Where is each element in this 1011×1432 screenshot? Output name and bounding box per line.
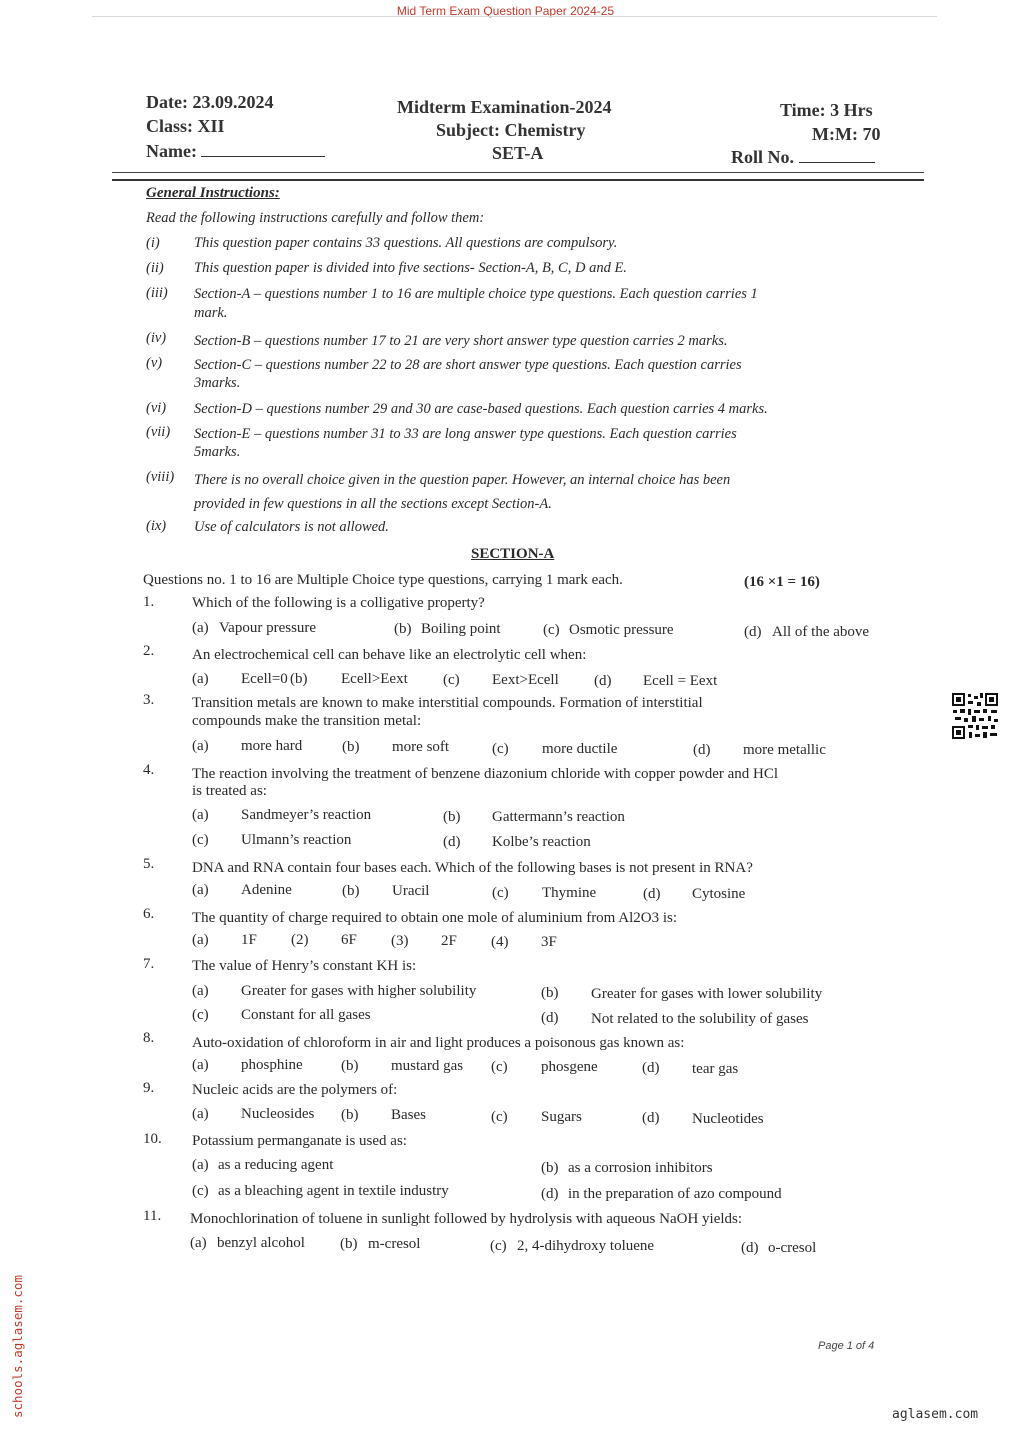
option-text: m-cresol bbox=[368, 1236, 421, 1252]
option-label: (3) bbox=[391, 933, 409, 949]
option-label: (c) bbox=[491, 1109, 508, 1125]
option-label: (a) bbox=[190, 1235, 207, 1251]
option-text: o-cresol bbox=[768, 1240, 817, 1256]
option-text: 6F bbox=[341, 932, 357, 948]
student-name-field bbox=[146, 140, 325, 162]
option-text: benzyl alcohol bbox=[217, 1235, 305, 1251]
question-number: 8. bbox=[143, 1030, 155, 1046]
question-number: 5. bbox=[143, 856, 155, 872]
instruction-text: 3marks. bbox=[194, 375, 241, 391]
option-label: (d) bbox=[643, 886, 661, 902]
page-banner: Mid Term Exam Question Paper 2024-25 bbox=[396, 4, 615, 18]
option-label: (2) bbox=[291, 932, 309, 948]
roll-number-field bbox=[731, 146, 875, 168]
option-label: (d) bbox=[443, 834, 461, 850]
instruction-text: This question paper contains 33 questions. All questions are compulsory. bbox=[194, 235, 618, 251]
option-label: (c) bbox=[443, 672, 460, 688]
option-label: (b) bbox=[342, 739, 360, 755]
instruction-num: (iv) bbox=[146, 330, 167, 346]
option-label: (a) bbox=[192, 882, 209, 898]
option-label: (d) bbox=[642, 1060, 660, 1076]
roll-number-label: Roll No. bbox=[731, 147, 794, 167]
option-text: Adenine bbox=[241, 882, 292, 898]
option-label: (a) bbox=[192, 983, 209, 999]
option-text: Boiling point bbox=[421, 621, 501, 637]
option-label: (c) bbox=[492, 885, 509, 901]
option-label: (d) bbox=[744, 624, 762, 640]
option-label: (d) bbox=[594, 673, 612, 689]
option-text: more hard bbox=[241, 738, 303, 754]
option-label: (c) bbox=[491, 1059, 508, 1075]
instruction-num: (iii) bbox=[146, 285, 168, 301]
section-a-title: SECTION-A bbox=[471, 546, 555, 562]
instruction-text: Section-D – questions number 29 and 30 are case-based questions. Each question carries 4 marks. bbox=[194, 401, 768, 417]
option-text: Osmotic pressure bbox=[569, 622, 674, 638]
left-watermark bbox=[8, 1230, 28, 1420]
option-text: Sandmeyer’s reaction bbox=[241, 807, 372, 823]
option-label: (b) bbox=[341, 1058, 359, 1074]
option-text: Nucleotides bbox=[692, 1111, 764, 1127]
option-label: (b) bbox=[342, 883, 360, 899]
exam-max-marks: M:M: 70 bbox=[812, 124, 881, 144]
exam-date: Date: 23.09.2024 bbox=[146, 92, 274, 112]
question-number: 3. bbox=[143, 692, 155, 708]
question-number: 4. bbox=[143, 762, 155, 778]
instruction-text: mark. bbox=[194, 305, 228, 321]
question-text: compounds make the transition metal: bbox=[192, 713, 422, 729]
option-text: more metallic bbox=[743, 742, 826, 758]
option-label: (b) bbox=[341, 1107, 359, 1123]
question-number: 6. bbox=[143, 906, 155, 922]
option-text: Not related to the solubility of gases bbox=[591, 1011, 809, 1027]
instruction-num: (ix) bbox=[146, 518, 167, 534]
header-rule-thick bbox=[112, 179, 924, 181]
question-text: Transition metals are known to make interstitial compounds. Formation of interstitial bbox=[192, 695, 703, 711]
instructions-intro: Read the following instructions carefully and follow them: bbox=[146, 210, 485, 226]
option-text: as a bleaching agent in textile industry bbox=[218, 1183, 449, 1199]
option-label: (c) bbox=[543, 622, 560, 638]
option-text: Sugars bbox=[541, 1109, 582, 1125]
exam-class: Class: XII bbox=[146, 116, 225, 136]
instruction-text: Section-B – questions number 17 to 21 are very short answer type question carries 2 marks. bbox=[194, 333, 728, 349]
question-text: The reaction involving the treatment of benzene diazonium chloride with copper powder and HCl bbox=[192, 766, 779, 782]
question-text: Nucleic acids are the polymers of: bbox=[192, 1082, 398, 1098]
option-label: (c) bbox=[490, 1238, 507, 1254]
option-text: Cytosine bbox=[692, 886, 746, 902]
option-text: Vapour pressure bbox=[219, 620, 317, 636]
option-label: (d) bbox=[741, 1240, 759, 1256]
instruction-num: (vi) bbox=[146, 400, 167, 416]
instruction-num: (i) bbox=[146, 235, 160, 251]
option-text: Uracil bbox=[392, 883, 430, 899]
instruction-text: Use of calculators is not allowed. bbox=[194, 519, 389, 535]
option-text: Thymine bbox=[542, 885, 597, 901]
option-label: (d) bbox=[642, 1110, 660, 1126]
option-text: in the preparation of azo compound bbox=[568, 1186, 782, 1202]
instruction-text: There is no overall choice given in the question paper. However, an internal choice has been bbox=[194, 472, 731, 488]
exam-set: SET-A bbox=[492, 143, 544, 163]
option-text: Ecell>Eext bbox=[341, 671, 408, 687]
option-label: (a) bbox=[192, 1157, 209, 1173]
option-label: (a) bbox=[192, 738, 209, 754]
option-label: (4) bbox=[491, 934, 509, 950]
option-label: (a) bbox=[192, 620, 209, 636]
option-label: (c) bbox=[192, 832, 209, 848]
qr-code-icon bbox=[951, 692, 999, 740]
question-text: The value of Henry’s constant KH is: bbox=[192, 958, 417, 974]
option-label: (d) bbox=[541, 1186, 559, 1202]
name-blank bbox=[201, 140, 325, 157]
question-text: DNA and RNA contain four bases each. Which of the following bases is not present in RNA? bbox=[192, 860, 753, 876]
option-label: (b) bbox=[541, 985, 559, 1001]
option-label: (a) bbox=[192, 932, 209, 948]
banner-divider bbox=[92, 16, 937, 17]
instruction-text: Section-E – questions number 31 to 33 are long answer type questions. Each question carries bbox=[194, 426, 737, 442]
instruction-num: (ii) bbox=[146, 260, 164, 276]
question-text: Which of the following is a colligative property? bbox=[192, 595, 485, 611]
question-text: Monochlorination of toluene in sunlight followed by hydrolysis with aqueous NaOH yields: bbox=[190, 1211, 743, 1227]
option-text: Greater for gases with higher solubility bbox=[241, 983, 477, 999]
option-text: Ecell=0 bbox=[241, 671, 288, 687]
option-label: (c) bbox=[492, 741, 509, 757]
option-label: (d) bbox=[693, 742, 711, 758]
question-number: 2. bbox=[143, 643, 155, 659]
option-text: mustard gas bbox=[391, 1058, 464, 1074]
option-text: Eext>Ecell bbox=[492, 672, 559, 688]
exam-title: Midterm Examination-2024 bbox=[397, 97, 612, 117]
option-text: 2F bbox=[441, 933, 457, 949]
option-label: (d) bbox=[541, 1010, 559, 1026]
instruction-num: (vii) bbox=[146, 424, 171, 440]
option-text: 3F bbox=[541, 934, 557, 950]
question-number: 7. bbox=[143, 956, 155, 972]
student-name-label: Name: bbox=[146, 141, 197, 161]
question-number: 9. bbox=[143, 1080, 155, 1096]
option-text: 2, 4-dihydroxy toluene bbox=[517, 1238, 655, 1254]
option-text: phosphine bbox=[241, 1057, 303, 1073]
instruction-text: Section-A – questions number 1 to 16 are multiple choice type questions. Each question carries 1 bbox=[194, 286, 758, 302]
option-text: Kolbe’s reaction bbox=[492, 834, 591, 850]
question-text: Auto-oxidation of chloroform in air and light produces a poisonous gas known as: bbox=[192, 1035, 685, 1051]
option-text: as a corrosion inhibitors bbox=[568, 1160, 713, 1176]
left-watermark-text: schools.aglasem.com bbox=[10, 1275, 25, 1418]
question-text: is treated as: bbox=[192, 783, 267, 799]
roll-blank bbox=[799, 146, 875, 163]
exam-time: Time: 3 Hrs bbox=[780, 100, 873, 120]
option-label: (a) bbox=[192, 1106, 209, 1122]
option-label: (a) bbox=[192, 671, 209, 687]
option-label: (b) bbox=[340, 1236, 358, 1252]
option-label: (a) bbox=[192, 1057, 209, 1073]
option-text: more soft bbox=[392, 739, 450, 755]
option-text: 1F bbox=[241, 932, 257, 948]
option-text: tear gas bbox=[692, 1061, 739, 1077]
right-watermark: aglasem.com bbox=[892, 1407, 979, 1422]
option-text: Constant for all gases bbox=[241, 1007, 371, 1023]
option-text: phosgene bbox=[541, 1059, 598, 1075]
question-text: The quantity of charge required to obtain one mole of aluminium from Al2O3 is: bbox=[192, 910, 678, 926]
instructions-title: General Instructions: bbox=[146, 185, 280, 201]
question-number: 10. bbox=[143, 1131, 162, 1147]
option-label: (c) bbox=[192, 1183, 209, 1199]
page-number: Page 1 of 4 bbox=[818, 1340, 875, 1352]
instruction-num: (viii) bbox=[146, 469, 175, 485]
option-text: Gattermann’s reaction bbox=[492, 809, 625, 825]
instruction-text: provided in few questions in all the sections except Section-A. bbox=[194, 496, 552, 512]
option-label: (c) bbox=[192, 1007, 209, 1023]
instruction-text: This question paper is divided into five sections- Section-A, B, C, D and E. bbox=[194, 260, 627, 276]
header-rule-thin bbox=[112, 172, 924, 173]
option-text: Ecell = Eext bbox=[643, 673, 718, 689]
question-text: An electrochemical cell can behave like an electrolytic cell when: bbox=[192, 647, 587, 663]
question-text: Potassium permanganate is used as: bbox=[192, 1133, 407, 1149]
instruction-text: 5marks. bbox=[194, 444, 241, 460]
option-text: Bases bbox=[391, 1107, 426, 1123]
option-text: more ductile bbox=[542, 741, 618, 757]
option-text: Ulmann’s reaction bbox=[241, 832, 352, 848]
section-a-marks: (16 ×1 = 16) bbox=[744, 574, 820, 590]
option-text: Nucleosides bbox=[241, 1106, 315, 1122]
option-text: as a reducing agent bbox=[218, 1157, 334, 1173]
option-label: (b) bbox=[394, 621, 412, 637]
option-label: (b) bbox=[541, 1160, 559, 1176]
exam-subject: Subject: Chemistry bbox=[436, 120, 586, 140]
section-a-intro: Questions no. 1 to 16 are Multiple Choice type questions, carrying 1 mark each. bbox=[143, 572, 623, 588]
question-number: 11. bbox=[143, 1208, 162, 1224]
option-label: (b) bbox=[290, 671, 308, 687]
question-number: 1. bbox=[143, 594, 155, 610]
instruction-text: Section-C – questions number 22 to 28 are short answer type questions. Each question carries bbox=[194, 357, 742, 373]
option-label: (a) bbox=[192, 807, 209, 823]
instruction-num: (v) bbox=[146, 355, 163, 371]
option-label: (b) bbox=[443, 809, 461, 825]
option-text: All of the above bbox=[772, 624, 870, 640]
option-text: Greater for gases with lower solubility bbox=[591, 986, 823, 1002]
